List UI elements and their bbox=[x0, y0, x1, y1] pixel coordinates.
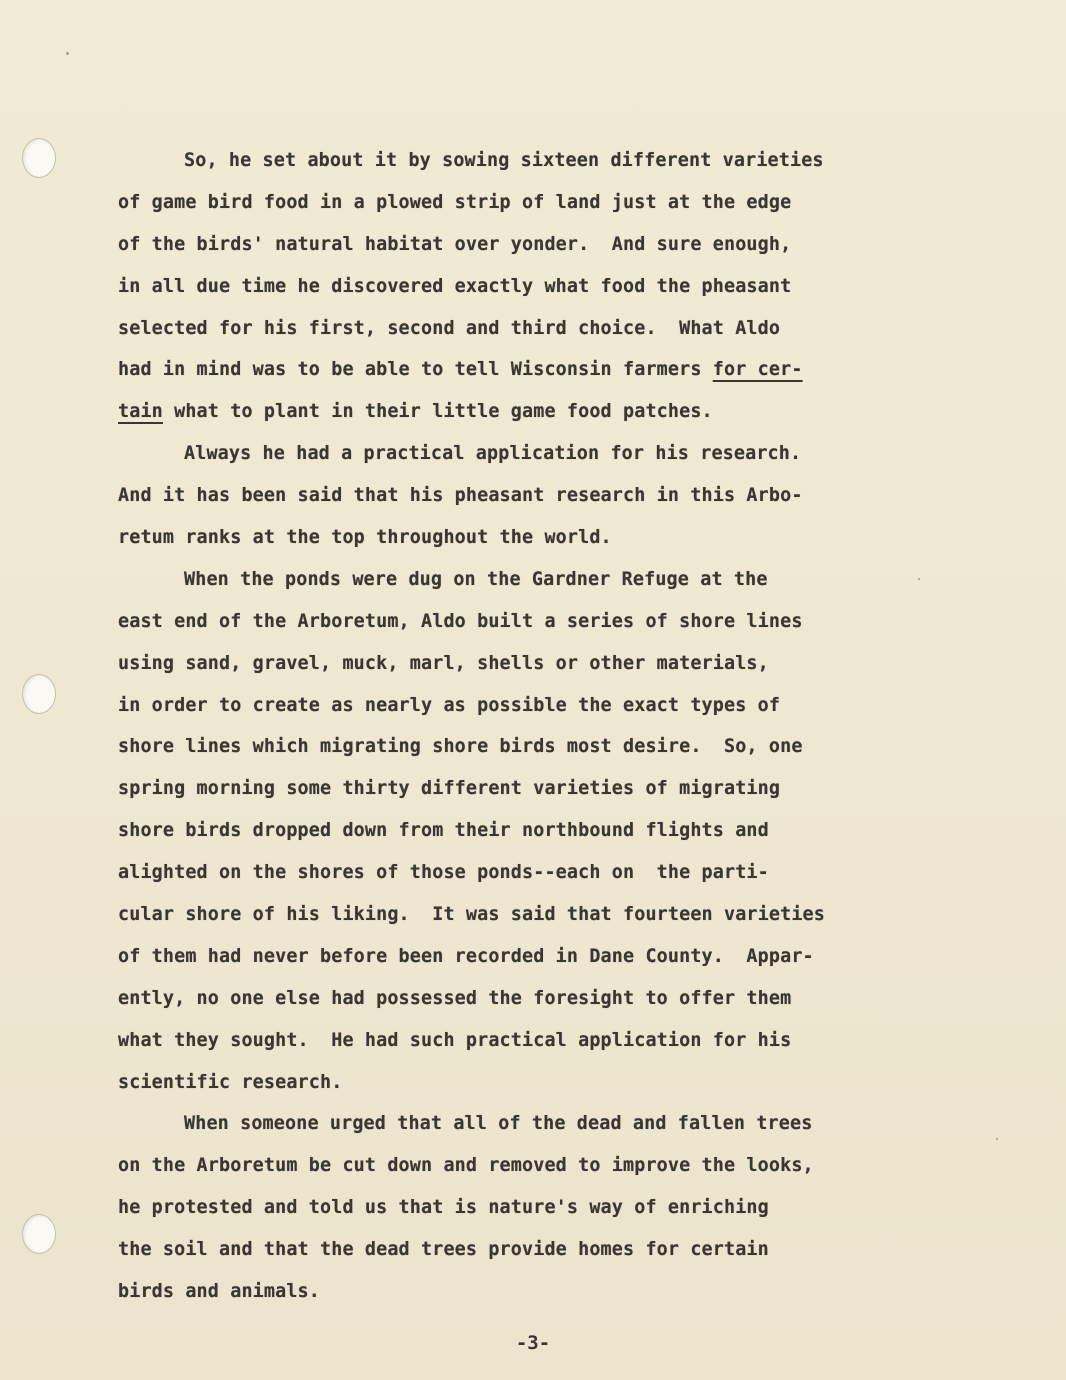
text-line bbox=[118, 475, 938, 517]
text-line bbox=[118, 726, 938, 768]
text-segment: retum ranks at the top throughout the world. bbox=[118, 527, 612, 549]
underlined-text: for cer- bbox=[712, 359, 803, 381]
page-number: -3- bbox=[515, 1332, 551, 1354]
paper-speck bbox=[66, 52, 69, 55]
text-line bbox=[118, 685, 938, 727]
text-segment: using sand, gravel, muck, marl, shells or other materials, bbox=[118, 652, 769, 674]
text-line bbox=[118, 391, 938, 433]
text-line bbox=[118, 852, 938, 894]
text-segment: of game bird food in a plowed strip of land just at the edge bbox=[118, 191, 792, 213]
text-segment: the soil and that the dead trees provide homes for certain bbox=[118, 1239, 769, 1261]
text-line bbox=[118, 1229, 938, 1271]
text-segment: on the Arboretum be cut down and removed to improve the looks, bbox=[118, 1155, 814, 1177]
text-line bbox=[118, 1271, 938, 1313]
text-segment: what they sought. He had such practical application for his bbox=[118, 1029, 792, 1051]
text-segment: ently, no one else had possessed the foresight to offer them bbox=[118, 987, 792, 1009]
text-segment: of them had never before been recorded in Dane County. Appar- bbox=[118, 945, 814, 967]
text-segment: east end of the Arboretum, Aldo built a series of shore lines bbox=[118, 610, 803, 632]
text-segment: shore lines which migrating shore birds most desire. So, one bbox=[118, 736, 803, 758]
text-line bbox=[118, 1187, 938, 1229]
text-line bbox=[118, 810, 938, 852]
text-line bbox=[118, 224, 938, 266]
text-segment: of the birds' natural habitat over yonder. And sure enough, bbox=[118, 233, 792, 255]
text-line bbox=[118, 978, 938, 1020]
text-line bbox=[118, 1062, 938, 1104]
text-line bbox=[118, 1020, 938, 1062]
text-line bbox=[118, 182, 938, 224]
text-line bbox=[118, 266, 938, 308]
text-segment: And it has been said that his pheasant research in this Arbo- bbox=[118, 485, 803, 507]
text-line bbox=[118, 768, 938, 810]
underlined-text: tain bbox=[118, 401, 163, 423]
binder-hole-top bbox=[22, 138, 56, 178]
text-line bbox=[118, 936, 938, 978]
text-segment: When the ponds were dug on the Gardner Refuge at the bbox=[184, 568, 768, 590]
text-segment: scientific research. bbox=[118, 1071, 343, 1093]
binder-hole-bottom bbox=[22, 1214, 56, 1254]
text-segment: When someone urged that all of the dead and fallen trees bbox=[184, 1113, 813, 1135]
text-segment: selected for his first, second and third choice. What Aldo bbox=[118, 317, 781, 339]
text-line bbox=[118, 517, 938, 559]
body-text bbox=[118, 140, 938, 1313]
text-segment: had in mind was to be able to tell Wisconsin farmers bbox=[118, 359, 713, 381]
binder-hole-middle bbox=[22, 674, 56, 714]
text-segment: shore birds dropped down from their northbound flights and bbox=[118, 820, 769, 842]
text-segment: what to plant in their little game food patches. bbox=[162, 401, 713, 423]
text-line bbox=[118, 308, 938, 350]
text-line bbox=[118, 433, 938, 475]
paper-speck bbox=[996, 1138, 998, 1140]
text-segment: he protested and told us that is nature's way of enriching bbox=[118, 1197, 769, 1219]
text-segment: in all due time he discovered exactly what food the pheasant bbox=[118, 275, 792, 297]
text-segment: Always he had a practical application for his research. bbox=[184, 443, 802, 465]
text-segment: So, he set about it by sowing sixteen different varieties bbox=[184, 150, 824, 171]
text-line bbox=[118, 1103, 938, 1145]
text-line bbox=[118, 601, 938, 643]
text-line bbox=[118, 894, 938, 936]
text-line bbox=[118, 559, 938, 601]
text-segment: alighted on the shores of those ponds--each on the parti- bbox=[118, 862, 769, 884]
text-line bbox=[118, 349, 938, 391]
text-line bbox=[118, 140, 938, 182]
text-line bbox=[118, 1145, 938, 1187]
text-segment: birds and animals. bbox=[118, 1281, 320, 1303]
text-segment: cular shore of his liking. It was said that fourteen varieties bbox=[118, 904, 825, 926]
text-segment: spring morning some thirty different varieties of migrating bbox=[118, 778, 781, 800]
text-line bbox=[118, 643, 938, 685]
text-segment: in order to create as nearly as possible the exact types of bbox=[118, 694, 781, 716]
